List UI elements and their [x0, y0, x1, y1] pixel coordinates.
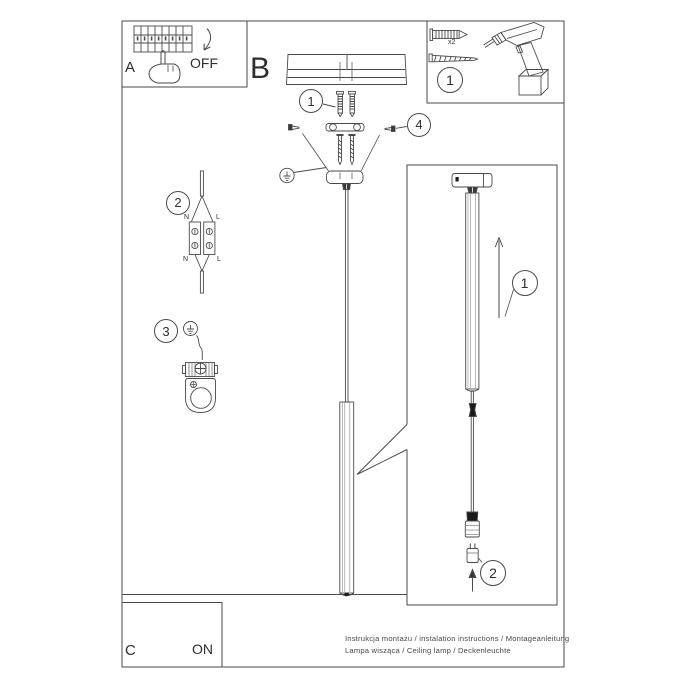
callout-bulb: 2 [480, 560, 506, 586]
callout-bracket-screws: 4 [407, 113, 431, 137]
screw-icon [429, 54, 478, 62]
cord-grip-icon [469, 404, 476, 417]
ceiling-icon [287, 55, 407, 85]
wire-label-bottom-neutral: N [183, 256, 189, 263]
step-c-frame [122, 603, 222, 668]
dowel-quantity-label: x2 [448, 39, 456, 46]
dowel-callout-leader [323, 104, 336, 107]
mounting-bracket-icon [289, 124, 407, 132]
slide-up-arrow-icon [495, 238, 513, 319]
wire-label-top-neutral: N [184, 214, 190, 221]
switch-on-label: ON [192, 641, 213, 657]
fusebox-off-icon [134, 26, 192, 52]
ground-clamp-icon [183, 322, 218, 413]
callout-wire-connector: 2 [166, 191, 190, 215]
terminal-block-icon [189, 171, 215, 293]
wire-label-top-live: L [216, 214, 220, 221]
drill-icon [484, 23, 549, 96]
callout-ground-clamp: 3 [154, 319, 178, 343]
pendant-rod-icon [345, 190, 348, 403]
callout-rod-mount: 1 [512, 270, 538, 296]
mounting-screws-icon [337, 135, 356, 165]
step-a-label: A [125, 59, 136, 76]
pointing-hand-icon [149, 51, 180, 83]
wall-dowels-icon [323, 92, 356, 117]
canopy-icon [327, 171, 364, 190]
detail-cord-icon [469, 391, 476, 512]
ground-leader [294, 168, 327, 173]
exploded-guide-lines [303, 134, 380, 172]
footer-caption [345, 633, 569, 656]
step-b-label: B [250, 52, 271, 85]
wire-label-bottom-live: L [217, 256, 221, 263]
footer-line-2: Lampa wisząca / Ceiling lamp / Deckenleuchte [345, 645, 511, 655]
insert-up-arrow-icon [469, 570, 476, 592]
pendant-tube-icon [340, 402, 354, 596]
footer-line-1: Instrukcja montażu / instalation instructions / Montageanleitung [345, 634, 570, 643]
step-c-label: C [125, 642, 136, 659]
detail-canopy-icon [452, 174, 492, 194]
detail-tube-icon [466, 193, 479, 391]
bulb-callout-leader [479, 559, 482, 563]
rod-callout-leader [505, 290, 514, 317]
callout-dowels: 1 [299, 89, 323, 113]
rotate-off-arrow-icon [204, 29, 211, 51]
magnifier-callout-lines [357, 425, 407, 475]
cord-connector-icon [465, 512, 479, 537]
bracket-callout-leader [396, 127, 407, 129]
callout-tools: 1 [437, 67, 463, 93]
ground-symbol-icon [280, 168, 327, 183]
switch-off-label: OFF [190, 55, 218, 71]
detail-box-frame [357, 165, 557, 605]
led-bulb-icon [467, 544, 482, 563]
